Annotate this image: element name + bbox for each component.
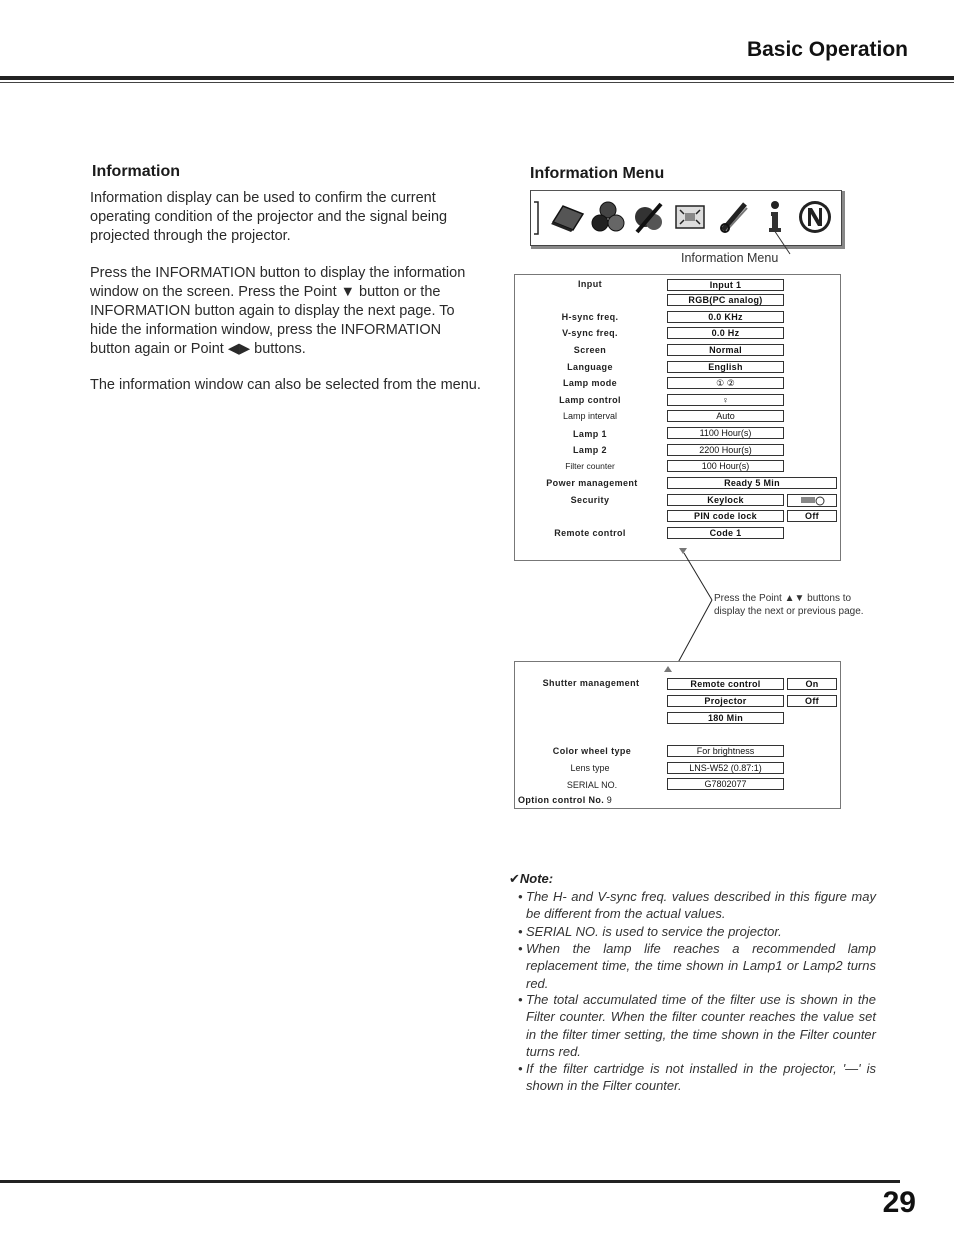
row-value: For brightness [667,745,784,757]
network-icon [797,199,833,235]
row-label: SERIAL NO. [566,780,618,790]
row-value: Auto [667,410,784,422]
row-label: Power management [546,478,638,488]
figure-heading: Information Menu [530,165,665,182]
row-value: Projector [667,695,784,707]
row-label: Lamp 2 [573,445,607,455]
option-control-label: Option control No. [518,795,605,805]
lamp-mode-value: ① ② [667,377,784,389]
row-label: Language [567,362,613,372]
row-label: Screen [573,345,607,355]
color-adjust-icon [591,200,625,234]
page-nav-callout: Press the Point ▲▼ buttons to display the next or previous page. [714,593,864,617]
information-window-page-1 [514,274,841,561]
row-value: 1100 Hour(s) [667,427,784,439]
row-value: English [667,361,784,373]
header-rule [0,76,954,80]
row-label: Shutter management [542,678,640,688]
row-value: 0.0 Hz [667,327,784,339]
page-header-title: Basic Operation [746,38,908,61]
header-rule-thin [0,82,954,83]
row-value: Input 1 [667,279,784,291]
display-icon [549,200,585,234]
row-value: Code 1 [667,527,784,539]
row-value: 100 Hour(s) [667,460,784,472]
footer-rule [0,1180,900,1183]
row-label: Color wheel type [552,746,632,756]
row-value: 180 Min [667,712,784,724]
row-label: V-sync freq. [562,328,618,338]
row-value: 0.0 KHz [667,311,784,323]
callout-leader-lines [670,545,720,675]
row-value: Normal [667,344,784,356]
row-label: Lamp mode [562,378,618,388]
note-item: • If the filter cartridge is not installed in the projector, '—' is shown in the Filter counter. [518,1061,876,1094]
note-item: • SERIAL NO. is used to service the projector. [518,924,782,939]
row-label: Remote control [554,528,626,538]
keylock-indicator [787,494,837,507]
row-label: Lamp control [559,395,621,405]
row-value: Keylock [667,494,784,506]
row-label: Input [578,279,602,289]
row-extra-value: Off [787,695,837,707]
row-value: RGB(PC analog) [667,294,784,306]
lamp-control-value: ♀ [667,394,784,406]
paragraph: Information display can be used to confirm the current operating condition of the projector and the signal being projected through the projector. [90,190,448,244]
icon-caption: Information Menu [681,251,779,265]
note-item: • The H- and V-sync freq. values described in this figure may be different from the actual values. [518,889,876,922]
prev-page-arrow-icon [663,665,673,673]
row-label: Filter counter [565,461,615,471]
note-item: • The total accumulated time of the filter use is shown in the Filter counter. When the filter counter reaches the value set in the filter timer setting, the time shown in the Filter counter turns red. [518,992,876,1059]
row-label: H-sync freq. [561,312,619,322]
option-control-value: 9 [606,795,612,805]
paragraph: The information window can also be selected from the menu. [90,377,481,393]
image-adjust-icon [631,200,665,234]
option-control-row [518,795,612,805]
setting-icon [717,200,751,234]
section-heading: Information [92,163,180,180]
note-heading: ✔Note: [509,871,554,886]
row-value: Ready 5 Min [667,477,837,489]
note-item: • When the lamp life reaches a recommended lamp replacement time, the time shown in Lamp1 or Lamp2 turns red. [518,941,876,991]
row-label: Lamp 1 [573,429,607,439]
screen-icon [673,200,707,234]
bracket-icon [533,201,539,235]
paragraph: Press the INFORMATION button to display the information window on the screen. Press the Point ▼ button or the INFORMATION button again to display the next page. To hide the information window, press the INFORMATION button again or Point ◀▶ buttons. [90,265,466,357]
row-extra-value: Off [787,510,837,522]
information-window-page-2 [514,661,841,809]
row-label: Lens type [570,763,610,773]
row-extra-value: On [787,678,837,690]
row-value: G7802077 [667,778,784,790]
row-label: Lamp interval [562,411,618,421]
row-value: PIN code lock [667,510,784,522]
row-label: Security [570,495,610,505]
page-number: 29 [882,1186,916,1219]
row-value: 2200 Hour(s) [667,444,784,456]
row-value: LNS-W52 (0.87:1) [667,762,784,774]
row-value: Remote control [667,678,784,690]
